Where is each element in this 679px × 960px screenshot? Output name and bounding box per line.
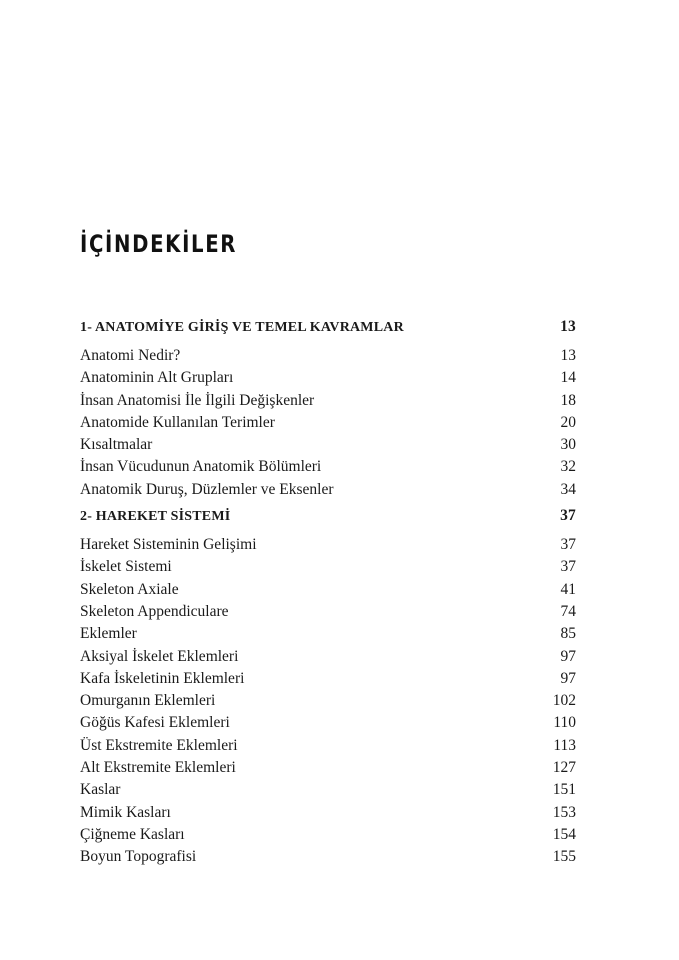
toc-entry[interactable] <box>80 646 576 668</box>
toc-entry[interactable] <box>80 456 576 478</box>
toc-entry-label: Çiğneme Kasları <box>80 825 185 843</box>
toc-page-number: 34 <box>560 480 576 498</box>
toc-entry[interactable] <box>80 367 576 389</box>
toc-entry-label: Kısaltmalar <box>80 436 153 454</box>
toc-section-heading[interactable] <box>80 505 576 527</box>
toc-entry-label: Hareket Sisteminin Gelişimi <box>80 536 257 554</box>
toc-page-number: 110 <box>553 714 576 732</box>
table-of-contents <box>80 316 576 869</box>
toc-entry-label: Anatominin Alt Grupları <box>80 369 234 387</box>
toc-page-number: 14 <box>560 369 576 387</box>
page-title: İÇİNDEKİLER <box>80 230 238 258</box>
toc-entry[interactable] <box>80 390 576 412</box>
toc-entry-label: Alt Ekstremite Eklemleri <box>80 759 236 777</box>
toc-page-number: 97 <box>560 647 576 665</box>
toc-page-number: 155 <box>552 848 576 866</box>
toc-page-number: 37 <box>560 536 576 554</box>
toc-entry-label: Mimik Kasları <box>80 803 171 821</box>
toc-entry[interactable] <box>80 412 576 434</box>
toc-entry-label: Anatomide Kullanılan Terimler <box>80 413 275 431</box>
toc-page-number: 85 <box>560 625 576 643</box>
toc-page-number: 74 <box>560 602 576 620</box>
toc-entry[interactable] <box>80 434 576 456</box>
toc-entry-label: İnsan Anatomisi İle İlgili Değişkenler <box>80 391 315 409</box>
toc-entry[interactable] <box>80 601 576 623</box>
toc-page-number: 127 <box>552 759 576 777</box>
toc-entry[interactable] <box>80 345 576 367</box>
toc-entry[interactable] <box>80 779 576 801</box>
toc-page-number: 151 <box>552 781 576 799</box>
toc-entry-label: Anatomik Duruş, Düzlemler ve Eksenler <box>80 480 334 498</box>
toc-entry-label: Kaslar <box>80 781 121 799</box>
toc-page-number: 97 <box>560 669 576 687</box>
toc-entry-label: Kafa İskeletinin Eklemleri <box>80 669 245 687</box>
toc-entry[interactable] <box>80 668 576 690</box>
toc-entry-label: İskelet Sistemi <box>80 558 172 576</box>
toc-page-number: 13 <box>560 318 576 335</box>
toc-page-number: 37 <box>560 507 576 525</box>
toc-entry-label: Omurganın Eklemleri <box>80 692 216 710</box>
toc-entry[interactable] <box>80 846 576 868</box>
toc-entry[interactable] <box>80 757 576 779</box>
toc-page-number: 102 <box>552 692 576 710</box>
toc-entry-label: Üst Ekstremite Eklemleri <box>80 736 238 754</box>
toc-entry[interactable] <box>80 735 576 757</box>
toc-entry[interactable] <box>80 534 576 556</box>
toc-entry[interactable] <box>80 824 576 846</box>
toc-entry[interactable] <box>80 802 576 824</box>
toc-page-number: 41 <box>560 580 576 598</box>
toc-entry[interactable] <box>80 479 576 501</box>
toc-entry[interactable] <box>80 579 576 601</box>
toc-entry-label: İnsan Vücudunun Anatomik Bölümleri <box>80 458 322 476</box>
toc-entry-label: Skeleton Axiale <box>80 580 179 598</box>
toc-page-number: 153 <box>552 803 576 821</box>
toc-page-number: 30 <box>560 436 576 454</box>
toc-section-heading[interactable] <box>80 316 576 338</box>
toc-page-number: 20 <box>560 413 576 431</box>
toc-page-number: 113 <box>553 736 576 754</box>
toc-entry-label: Skeleton Appendiculare <box>80 602 229 620</box>
toc-entry-label: Göğüs Kafesi Eklemleri <box>80 714 230 732</box>
toc-entry[interactable] <box>80 690 576 712</box>
toc-page-number: 32 <box>560 458 576 476</box>
toc-page-number: 37 <box>560 558 576 576</box>
toc-section-label: 1- ANATOMİYE GİRİŞ VE TEMEL KAVRAMLAR <box>80 320 404 335</box>
toc-entry-label: Anatomi Nedir? <box>80 347 181 364</box>
toc-entry-label: Aksiyal İskelet Eklemleri <box>80 647 239 665</box>
toc-entry[interactable] <box>80 712 576 734</box>
toc-page-number: 18 <box>560 391 576 409</box>
toc-page-number: 154 <box>552 825 576 843</box>
toc-section-label: 2- HAREKET SİSTEMİ <box>80 509 231 525</box>
toc-entry-label: Eklemler <box>80 625 137 643</box>
toc-entry[interactable] <box>80 623 576 645</box>
toc-page-number: 13 <box>560 347 576 364</box>
toc-entry-label: Boyun Topografisi <box>80 848 197 866</box>
toc-entry[interactable] <box>80 556 576 578</box>
